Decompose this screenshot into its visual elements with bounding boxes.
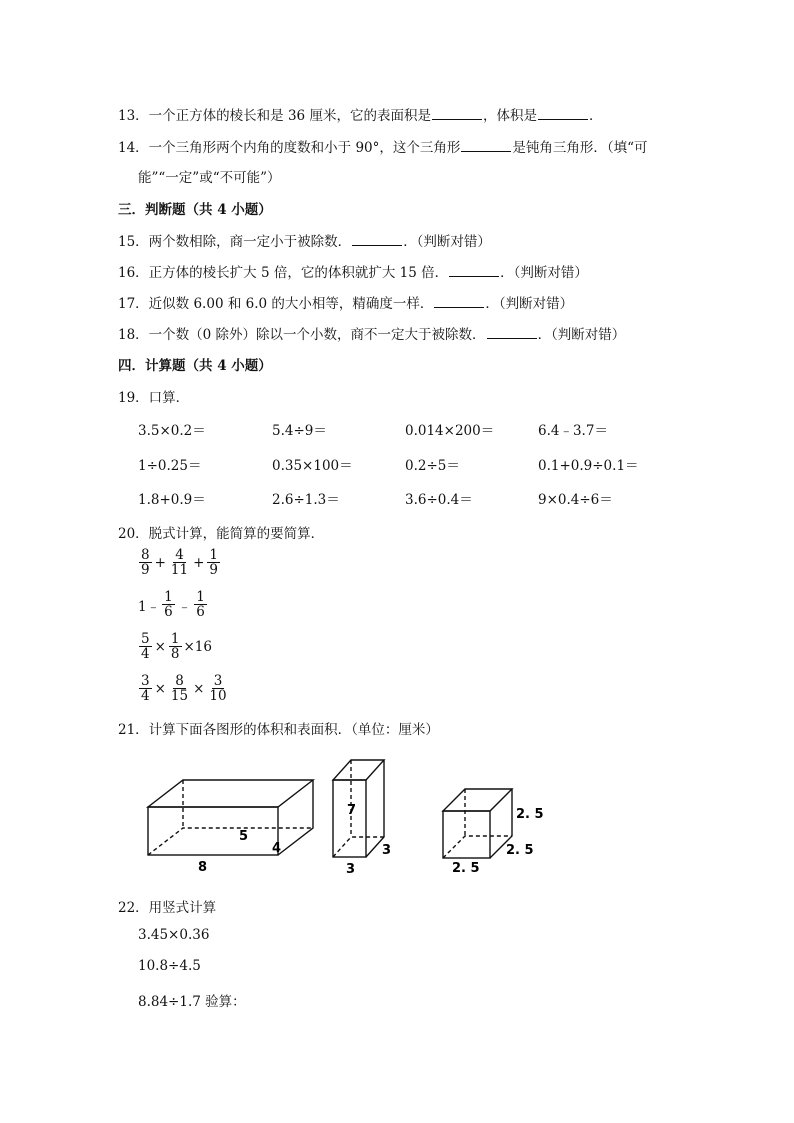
cuboid-3 — [443, 789, 512, 858]
oral-item: 6.4﹣3.7＝ — [538, 423, 608, 439]
q16-text-b: ．（判断对错） — [500, 265, 588, 281]
cuboid-1-width: 4 — [272, 841, 282, 856]
q13-text-a: 13．一个正方体的棱长和是 36 厘米，它的表面积是 — [118, 108, 431, 124]
q18-text-a: 18．一个数（0 除外）除以一个小数，商不一定大于被除数． — [118, 327, 486, 343]
answer-blank[interactable] — [434, 295, 484, 308]
cuboid-3-length: 2. 5 — [452, 861, 480, 876]
oral-item: 9×0.4÷6＝ — [538, 492, 613, 508]
oral-item: 0.35×100＝ — [272, 458, 353, 474]
cuboid-1 — [148, 780, 313, 855]
fraction: $\frac{1}{9}$ — [209, 547, 218, 579]
q17-text-b: ．（判断对错） — [485, 296, 574, 312]
fraction: $\frac{8}{15}$ — [170, 673, 189, 705]
answer-blank[interactable] — [487, 326, 537, 339]
q21-title: 21．计算下面各图形的体积和表面积．（单位：厘米） — [118, 722, 439, 738]
q16-text-a: 16．正方体的棱长扩大 5 倍，它的体积就扩大 15 倍． — [118, 265, 449, 281]
q15-text-a: 15．两个数相除，商一定小于被除数． — [118, 234, 352, 250]
fraction: $\frac{1}{6}$ — [164, 589, 173, 621]
cuboid-1-height: 5 — [239, 829, 249, 844]
answer-blank[interactable] — [461, 139, 511, 152]
q17-text-a: 17．近似数 6.00 和 6.0 的大小相等，精确度一样． — [118, 296, 434, 312]
cuboid-2-height: 7 — [347, 803, 357, 818]
cuboid-2-width: 3 — [382, 843, 392, 858]
oral-item: 3.5×0.2＝ — [138, 423, 206, 439]
oral-item: 0.2÷5＝ — [405, 458, 460, 474]
question-13 — [118, 104, 602, 124]
fraction: $\frac{4}{11}$ — [170, 547, 189, 579]
fraction: $\frac{3}{4}$ — [141, 673, 150, 705]
q22-title: 22．用竖式计算 — [118, 900, 217, 916]
cuboid-3-height: 2. 5 — [516, 807, 544, 822]
q14-text-a: 14．一个三角形两个内角的度数和小于 90°，这个三角形 — [118, 140, 461, 156]
question-14 — [118, 136, 648, 156]
q15-text-b: ．（判断对错） — [403, 234, 491, 250]
oral-item: 1÷0.25＝ — [138, 458, 202, 474]
fraction: $\frac{5}{4}$ — [141, 631, 150, 663]
oral-item: 1.8+0.9＝ — [138, 492, 206, 508]
q22-item-1: 3.45×0.36 — [138, 927, 210, 943]
question-15 — [118, 230, 491, 250]
question-16 — [118, 261, 588, 281]
oral-item: 0.1+0.9÷0.1＝ — [538, 458, 639, 474]
q19-title: 19．口算． — [118, 390, 190, 406]
expression-1: $\frac{8}{9}$ + $\frac{4}{11}$ + $\frac{1}{9}$ — [141, 547, 218, 579]
question-17 — [118, 292, 573, 312]
answer-blank[interactable] — [538, 107, 588, 120]
cuboid-3-width: 2. 5 — [506, 843, 534, 858]
q14-line2: 能”“一定”或“不可能”） — [138, 170, 281, 186]
answer-blank[interactable] — [449, 264, 499, 277]
fraction: $\frac{8}{9}$ — [141, 547, 150, 579]
cuboid-2 — [333, 760, 384, 857]
expression-3: $\frac{5}{4}$ × $\frac{1}{8}$ ×16 — [141, 631, 212, 663]
fraction: $\frac{3}{10}$ — [209, 673, 227, 705]
q22-item-2: 10.8÷4.5 — [138, 958, 201, 974]
oral-item: 5.4÷9＝ — [272, 423, 327, 439]
oral-item: 3.6÷0.4＝ — [405, 492, 473, 508]
q22-item-3: 8.84÷1.7 验算： — [138, 994, 246, 1010]
q14-text-b: 是钝角三角形．（填“可 — [512, 140, 648, 156]
oral-item: 0.014×200＝ — [405, 423, 495, 439]
expression-4: $\frac{3}{4}$ × $\frac{8}{15}$ × $\frac{3}{10}$ — [141, 673, 227, 705]
cuboid-2-length: 3 — [346, 862, 356, 877]
fraction: $\frac{1}{6}$ — [196, 589, 205, 621]
section-heading-judgement: 三．判断题（共 4 小题） — [118, 202, 272, 218]
expression-2: 1﹣ $\frac{1}{6}$ ﹣ $\frac{1}{6}$ — [138, 589, 205, 621]
cuboid-figures — [138, 752, 550, 878]
fraction: $\frac{1}{8}$ — [170, 631, 180, 663]
q18-text-b: ．（判断对错） — [537, 327, 626, 343]
cuboid-1-length: 8 — [198, 860, 208, 875]
answer-blank[interactable] — [352, 233, 402, 246]
oral-item: 2.6÷1.3＝ — [272, 492, 340, 508]
question-18 — [118, 323, 625, 343]
q13-text-c: ． — [588, 108, 603, 124]
q13-text-b: ，体积是 — [482, 108, 537, 124]
q20-title: 20．脱式计算，能简算的要简算． — [118, 526, 325, 542]
answer-blank[interactable] — [432, 107, 482, 120]
section-heading-calculation: 四．计算题（共 4 小题） — [118, 358, 272, 374]
